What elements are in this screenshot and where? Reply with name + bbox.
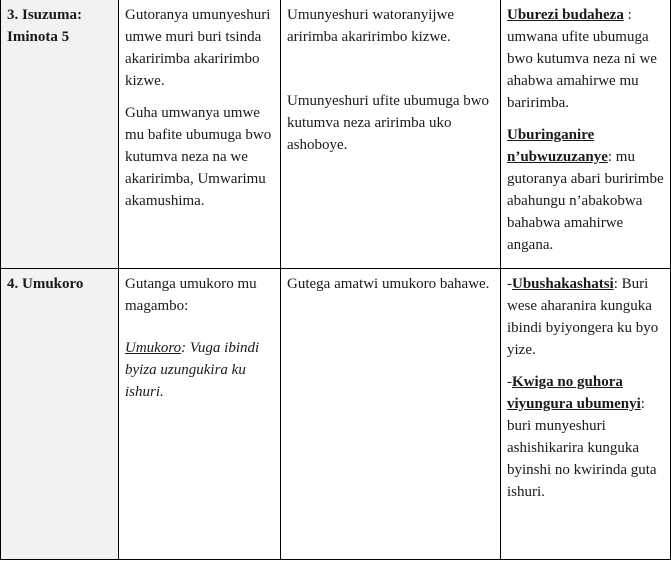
- teacher-activity-cell: [119, 269, 281, 560]
- crosscutting-cell: [501, 0, 671, 269]
- separator: :: [607, 149, 613, 165]
- dash-prefix: -: [507, 374, 512, 390]
- crosscutting-item: [507, 371, 664, 503]
- stage-label: 4. Umukoro: [7, 276, 84, 292]
- teacher-activity-cell: [119, 0, 281, 269]
- teacher-activity-text: Gutanga umukoro mu magambo:: [125, 276, 257, 314]
- crosscutting-title: Uburinganire n’ubwuzuzanye: [507, 127, 608, 165]
- stage-cell: [1, 0, 119, 269]
- crosscutting-item: [507, 4, 664, 114]
- crosscutting-cell: [501, 269, 671, 560]
- crosscutting-title: Ubushakashatsi: [512, 276, 614, 292]
- homework-body: Vuga ibindi byiza uzungukira ku ishuri.: [125, 340, 260, 400]
- table-row: [1, 269, 671, 560]
- learner-activity-text: Umunyeshuri ufite ubumuga bwo kutumva neza aririmba uko ashoboye.: [287, 93, 490, 153]
- stage-cell: [1, 269, 119, 560]
- crosscutting-title: Kwiga no guhora viyungura ubumenyi: [507, 374, 641, 412]
- learner-activity-text: Gutega amatwi umukoro bahawe.: [287, 276, 490, 292]
- separator: :: [623, 7, 632, 23]
- learner-activity-text: Umunyeshuri watoranyijwe aririmba akaririmbo kizwe.: [287, 7, 455, 45]
- separator: :: [613, 276, 618, 292]
- learner-activity-cell: [281, 269, 501, 560]
- crosscutting-item: [507, 273, 664, 361]
- separator: :: [181, 340, 187, 356]
- learner-activity-cell: [281, 0, 501, 269]
- dash-prefix: -: [507, 276, 512, 292]
- table-row: [1, 0, 671, 269]
- crosscutting-text: Buri wese aharanira kunguka ibindi byiyongera ku byo yize.: [507, 276, 659, 358]
- homework-text: [125, 337, 274, 403]
- stage-label: 3. Isuzuma: Iminota 5: [7, 7, 83, 45]
- crosscutting-item: [507, 124, 664, 256]
- crosscutting-title: Uburezi budaheza: [507, 7, 624, 23]
- separator: :: [640, 396, 645, 412]
- crosscutting-text: buri munyeshuri ashishikarira kunguka byinshi no kwirinda guta ishuri.: [507, 418, 657, 500]
- crosscutting-text: mu gutoranya abari buririmbe abahungu n’abakobwa bahabwa amahirwe angana.: [507, 149, 664, 253]
- homework-label: Umukoro: [125, 340, 182, 356]
- teacher-activity-text: Gutoranya umunyeshuri umwe muri buri tsinda akaririmba akaririmbo kizwe.: [125, 7, 271, 89]
- crosscutting-text: umwana ufite ubumuga bwo kutumva neza ni we ahabwa amahirwe mu baririmba.: [507, 29, 657, 111]
- teacher-activity-text: Guha umwanya umwe mu bafite ubumuga bwo kutumva neza na we akaririmba, Umwarimu akamushima.: [125, 105, 272, 209]
